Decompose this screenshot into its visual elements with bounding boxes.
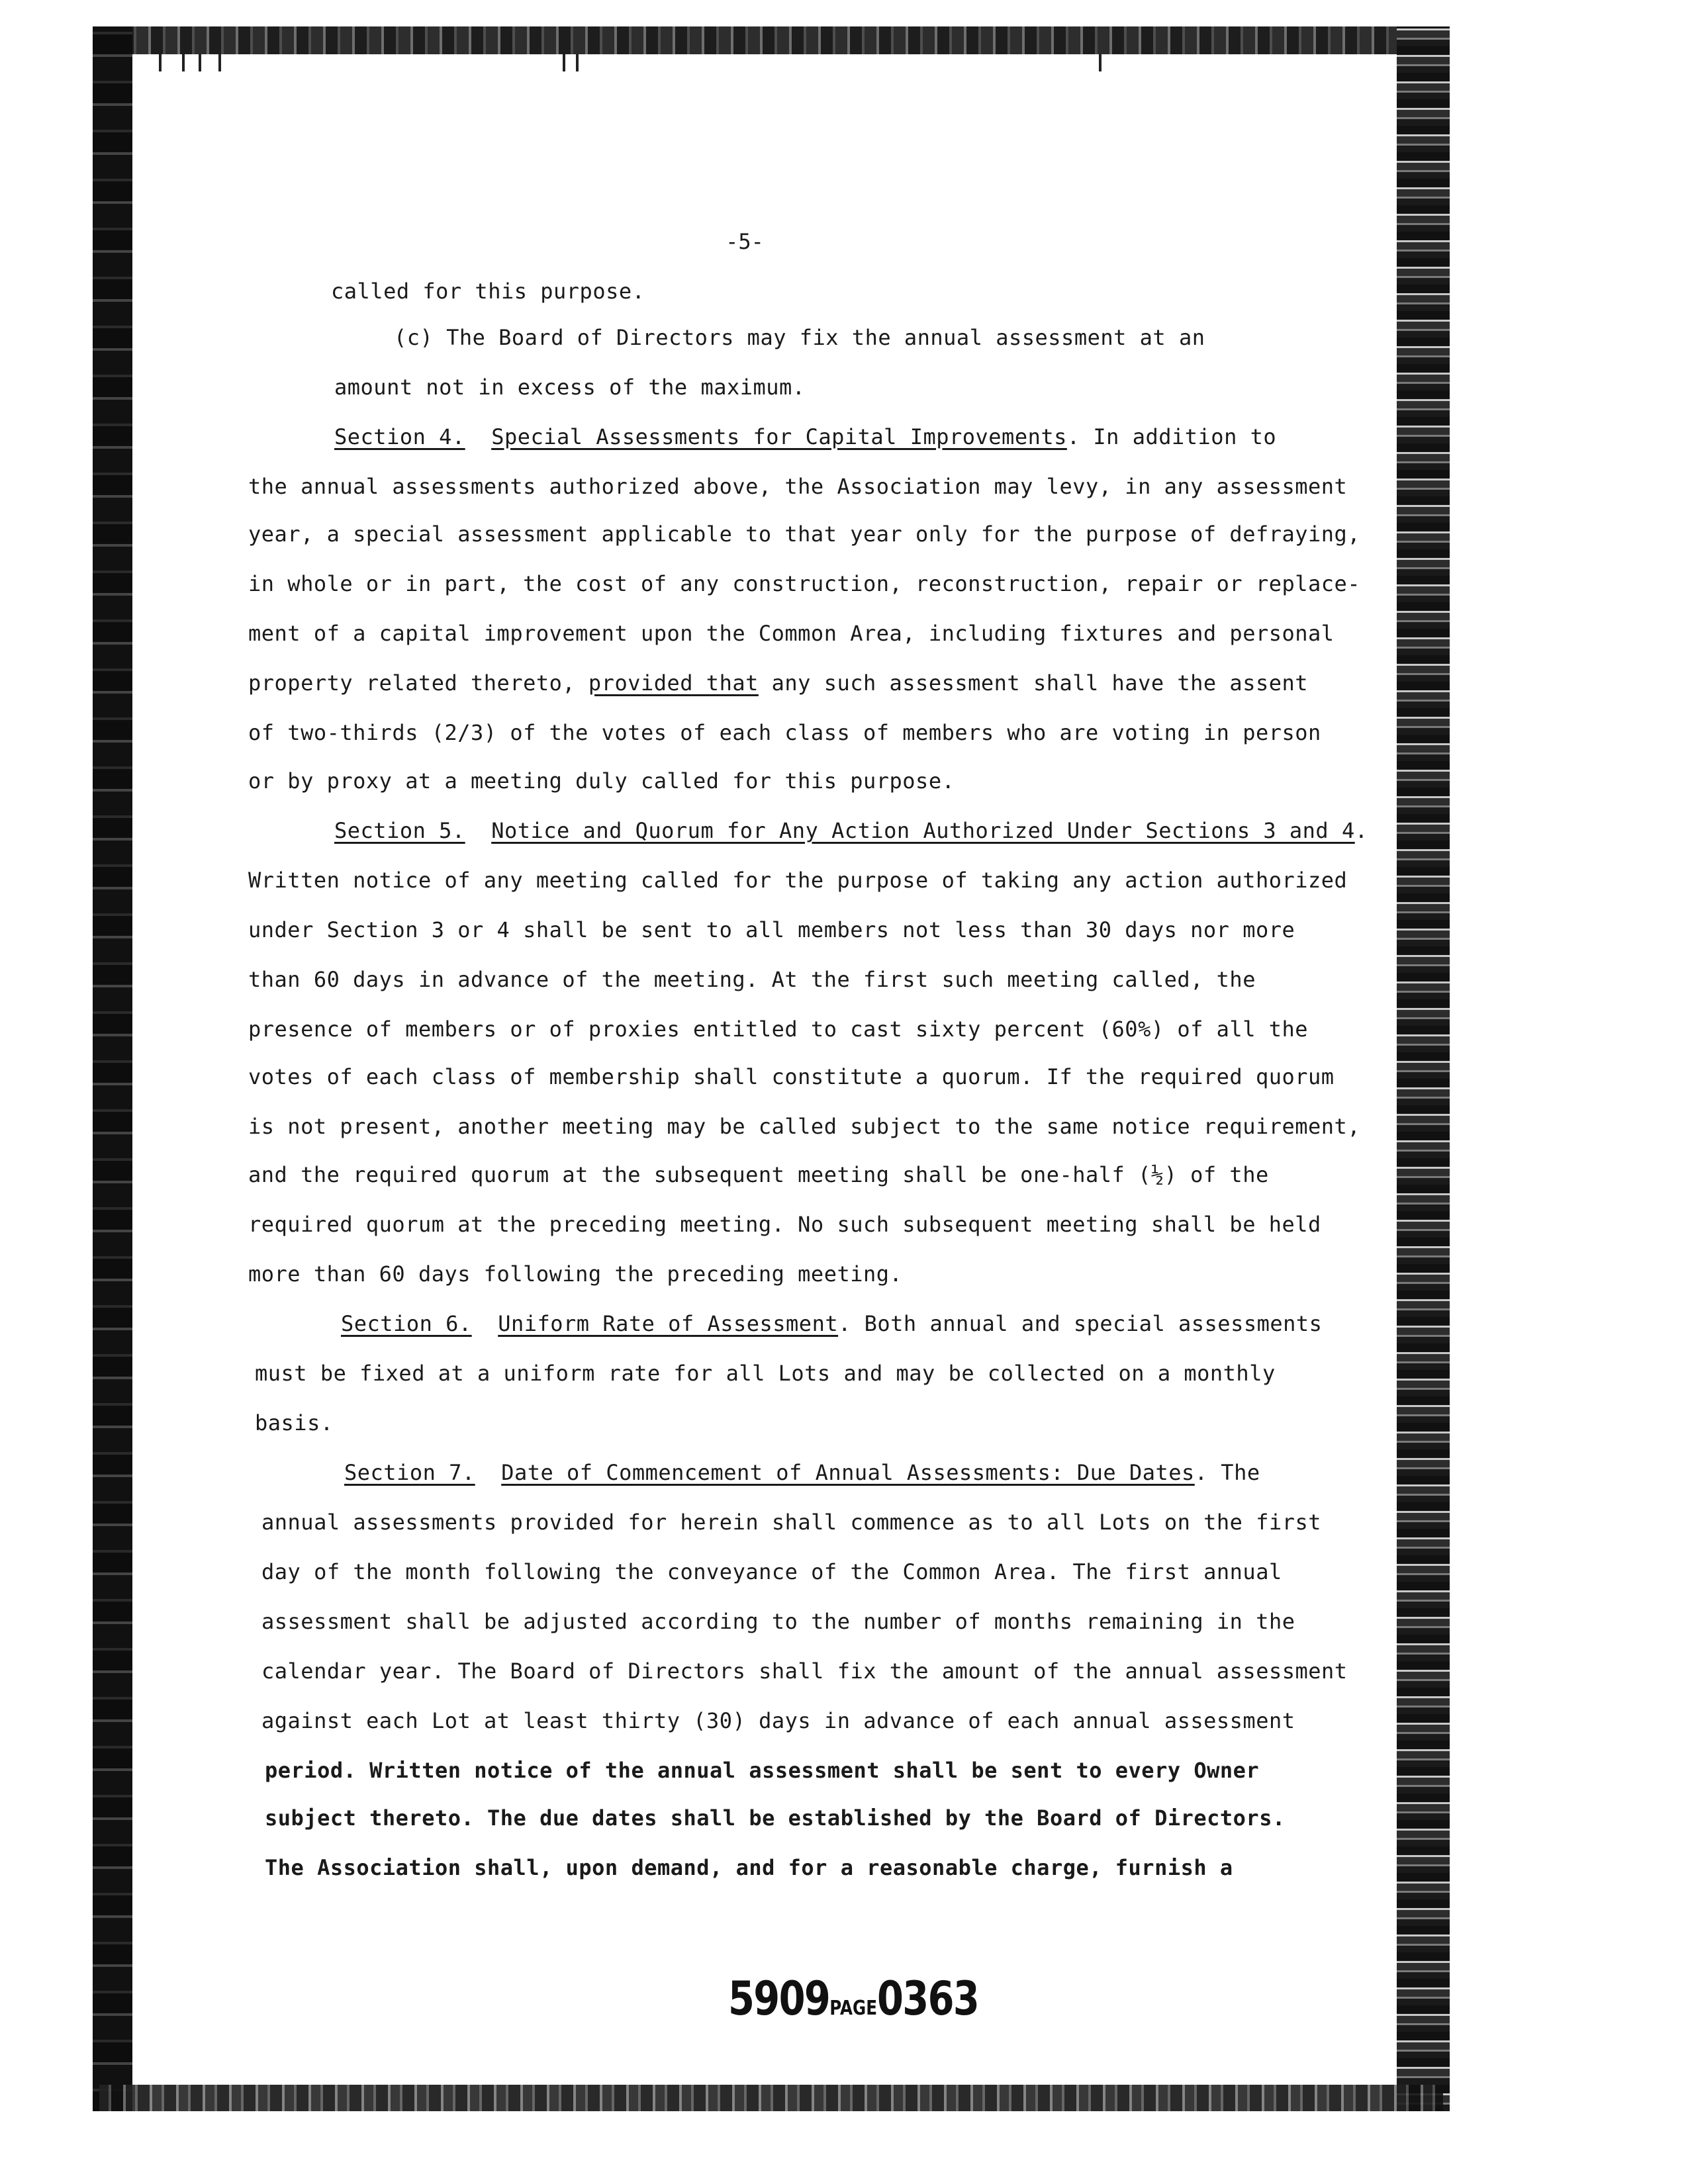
- book-page-stamp: [728, 1969, 979, 2028]
- text-line: or by proxy at a meeting duly called for this purpose.: [248, 768, 955, 794]
- scan-edge-right: [1397, 26, 1450, 2111]
- provided-that-term: provided that: [588, 670, 759, 696]
- text-line: annual assessments provided for herein shall commence as to all Lots on the first: [261, 1510, 1322, 1535]
- scan-mark: [159, 54, 162, 71]
- text-line: the annual assessments authorized above, the Association may levy, in any assessment: [248, 474, 1348, 499]
- text-line: period. Written notice of the annual assessment shall be sent to every Owner: [265, 1758, 1260, 1783]
- scan-mark: [218, 54, 221, 71]
- section-5-label: Section 5.: [334, 818, 465, 843]
- scan-mark: [576, 54, 579, 71]
- section-6-heading-line: [341, 1307, 1322, 1340]
- text-line: and the required quorum at the subsequent meeting shall be one-half (½) of the: [248, 1162, 1269, 1187]
- text-line: called for this purpose.: [331, 279, 645, 304]
- scan-edge-bottom: [99, 2085, 1443, 2111]
- page-number: -5-: [726, 229, 764, 254]
- section-5-title: Notice and Quorum for Any Action Authorized Under Sections 3 and 4: [491, 818, 1355, 843]
- section-6-label: Section 6.: [341, 1311, 472, 1336]
- text-line: required quorum at the preceding meeting. No such subsequent meeting shall be held: [248, 1212, 1321, 1237]
- section-7-rest: . The: [1194, 1460, 1260, 1485]
- book-number: 5909: [728, 1972, 830, 2026]
- text-line: against each Lot at least thirty (30) days in advance of each annual assessment: [261, 1708, 1295, 1733]
- scan-edge-top: [93, 26, 1443, 54]
- section-4-title: Special Assessments for Capital Improvements: [491, 424, 1067, 449]
- section-7-label: Section 7.: [344, 1460, 475, 1485]
- text-line: votes of each class of membership shall constitute a quorum. If the required quorum: [248, 1064, 1335, 1089]
- scan-mark: [563, 54, 565, 71]
- section-5-heading-line: [334, 814, 1368, 847]
- text-line: amount not in excess of the maximum.: [334, 375, 806, 400]
- section-6-title: Uniform Rate of Assessment: [498, 1311, 839, 1336]
- section-5-rest: .: [1354, 818, 1368, 843]
- section-7-heading-line: [344, 1456, 1260, 1489]
- section-6-rest: . Both annual and special assessments: [838, 1311, 1323, 1336]
- text-line: than 60 days in advance of the meeting. At the first such meeting called, the: [248, 967, 1256, 992]
- text-line: Written notice of any meeting called for the purpose of taking any action authorized: [248, 868, 1348, 893]
- scan-mark: [182, 54, 185, 71]
- text-line: The Association shall, upon demand, and for a reasonable charge, furnish a: [265, 1855, 1233, 1880]
- text-line: is not present, another meeting may be called subject to the same notice requirement,: [248, 1114, 1361, 1139]
- text-line: calendar year. The Board of Directors shall fix the amount of the annual assessment: [261, 1659, 1348, 1684]
- text-line: must be fixed at a uniform rate for all Lots and may be collected on a monthly: [255, 1361, 1276, 1386]
- text-line: year, a special assessment applicable to that year only for the purpose of defraying,: [248, 522, 1361, 547]
- scan-mark: [199, 54, 201, 71]
- text-line: under Section 3 or 4 shall be sent to all members not less than 30 days nor more: [248, 917, 1295, 942]
- text-line: of two-thirds (2/3) of the votes of each class of members who are voting in person: [248, 720, 1321, 745]
- section-4-label: Section 4.: [334, 424, 465, 449]
- text-line: (c) The Board of Directors may fix the annual assessment at an: [394, 325, 1205, 350]
- text-line: in whole or in part, the cost of any construction, reconstruction, repair or replace-: [248, 571, 1361, 596]
- section-4-heading-line: [334, 420, 1276, 453]
- text-line: ment of a capital improvement upon the Common Area, including fixtures and personal: [248, 621, 1335, 646]
- section-7-title: Date of Commencement of Annual Assessments: Due Dates: [501, 1460, 1195, 1485]
- provided-that-line: [248, 666, 1308, 700]
- section-4-rest: . In addition to: [1066, 424, 1277, 449]
- text-line: basis.: [255, 1410, 334, 1435]
- scan-mark: [1099, 54, 1102, 71]
- text-segment: any such assessment shall have the assent: [758, 670, 1309, 696]
- text-line: subject thereto. The due dates shall be established by the Board of Directors.: [265, 1805, 1286, 1831]
- text-line: more than 60 days following the preceding meeting.: [248, 1261, 903, 1287]
- text-segment: property related thereto,: [248, 670, 588, 696]
- scan-edge-left: [93, 26, 132, 2111]
- text-line: presence of members or of proxies entitled to cast sixty percent (60%) of all the: [248, 1017, 1309, 1042]
- text-line: assessment shall be adjusted according to the number of months remaining in the: [261, 1609, 1295, 1634]
- page-label: PAGE: [829, 1997, 878, 2020]
- text-line: day of the month following the conveyance of the Common Area. The first annual: [261, 1559, 1282, 1584]
- page-number-stamp: 0363: [877, 1972, 979, 2026]
